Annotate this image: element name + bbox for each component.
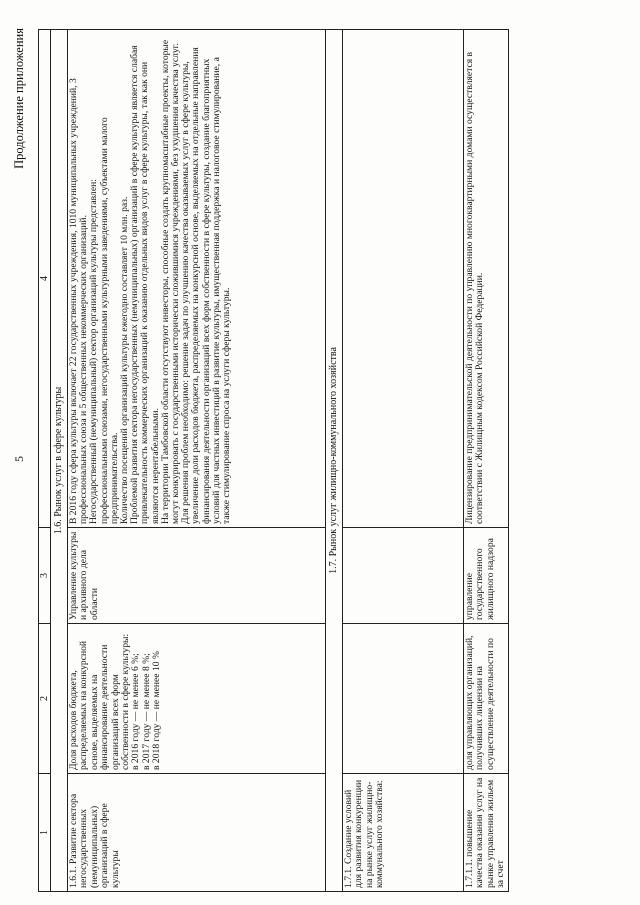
table-row bbox=[343, 30, 464, 892]
cell-empty bbox=[343, 528, 464, 624]
appendix-note: Продолжение приложения bbox=[12, 28, 26, 169]
cell-indicator-1-6-1 bbox=[68, 624, 326, 774]
header-row bbox=[39, 30, 51, 892]
cell-empty bbox=[343, 624, 464, 774]
indicator-line: в 2016 году — не менее 6 %; bbox=[130, 653, 142, 770]
cell-description-1-6-1 bbox=[68, 30, 326, 528]
page-number: 5 bbox=[12, 456, 26, 462]
cell-goal-1-7-1-1: 1.7.1.1. повышение качества оказания услуг на рынке управления жильем за счет bbox=[464, 774, 509, 892]
col-header-4: 4 bbox=[39, 30, 51, 528]
cell-responsible-1-7-1-1: управление государственного жилищного надзора bbox=[464, 528, 509, 624]
description-paragraph: В 2016 году сфера культуры включает 22 государственных учреждения, 1010 муниципальных учреждений, 3 профессиональных союза и 5 общественных некоммерческих организаций. bbox=[68, 78, 90, 524]
description-paragraph: Количество посещений организаций культуры ежегодно составляет 10 млн. раз. bbox=[119, 196, 131, 524]
cell-goal-1-6-1: 1.6.1. Развитие сектора негосударственных (немуниципальных) организаций в сфере культуры bbox=[68, 774, 326, 892]
col-header-2: 2 bbox=[39, 624, 51, 774]
cell-indicator-1-7-1-1: доля управляющих организаций, получивших лицензии на осуществление деятельности по bbox=[464, 624, 509, 774]
description-paragraph: На территории Тамбовской области отсутствуют инвесторы, способные создать крупномасштабные проекты, которые могут конкурировать с государственными исторически сложившимися учреждениями, без ухудшения качества услуг. bbox=[159, 39, 182, 524]
indicator-line: Доля расходов бюджета, распределяемых на конкурсной основе, выделяемых на финансирование деятельности организаций всех форм собственности в сфере культуры: bbox=[68, 633, 132, 770]
indicator-line: в 2018 году — не менее 10 % bbox=[151, 651, 163, 770]
cell-goal-1-7-1: 1.7.1. Создание условий для развития конкуренции на рынке услуг жилищно-коммунального хозяйства: bbox=[343, 774, 464, 892]
table-row bbox=[68, 30, 326, 892]
col-header-1: 1 bbox=[39, 774, 51, 892]
section-title-1-6: 1.6. Рынок услуг в сфере культуры bbox=[51, 30, 68, 892]
cell-description-1-7-1-1: Лицензирование предпринимательской деятельности по управлению многоквартирными домами осуществляется в соответствии с Жилищным кодексом Российской Федерации. bbox=[464, 30, 509, 528]
description-paragraph: Негосударственный (немуниципальный) сектор организаций культуры представлен: bbox=[88, 179, 100, 524]
section-row bbox=[326, 30, 343, 892]
description-paragraph: Для решения проблем необходимо: решение задач по улучшению качества оказываемых услуг в сфере культуры, увеличение доли расходов бюджета, распределяемых на конкурсной основе, выделяемых на отдельные направления финансирования деятельности организаций всех форм собственности в сфере культуры, создание благоприятных условий для частных инвестиций в развитие культуры, имущественная поддержка и налоговое стимулирование, а также стимулирование спроса на услуги сферы культуры. bbox=[180, 47, 233, 524]
section-row bbox=[51, 30, 68, 892]
table-row bbox=[464, 30, 509, 892]
cell-responsible-1-6-1: Управление культуры и архивного дела области bbox=[68, 528, 326, 624]
cell-empty bbox=[343, 30, 464, 528]
indicator-line: в 2017 году — не менее 8 %; bbox=[140, 653, 152, 770]
appendix-table bbox=[38, 29, 509, 892]
col-header-3: 3 bbox=[39, 528, 51, 624]
description-paragraph: Проблемой развития сектора негосударственных (немуниципальных) организаций в сфере культуры является слабая привлекательность коммерческих организаций к оказанию отдельных видов услуг в сфере культуры, так как они являются нерентабельными. bbox=[129, 45, 161, 524]
rotated-sheet bbox=[12, 22, 612, 892]
section-title-1-7: 1.7. Рынок услуг жилищно-коммунального хозяйства bbox=[326, 30, 343, 892]
description-paragraph: профессиональными союзами, негосударственными культурными заведениями, субъектами малого предпринимательства. bbox=[98, 117, 120, 524]
